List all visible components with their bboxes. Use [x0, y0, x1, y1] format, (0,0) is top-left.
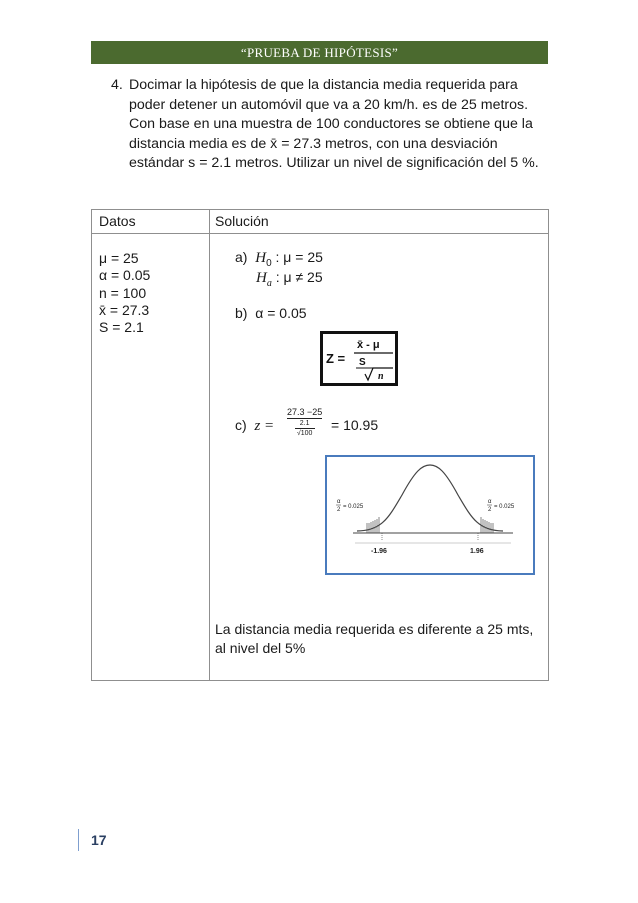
z-result: = 10.95	[331, 417, 379, 433]
page-header-bar	[91, 41, 548, 64]
datos-item: α = 0.05	[99, 267, 151, 284]
datos-list	[99, 250, 150, 336]
z-numerator: 27.3 −25	[287, 407, 323, 417]
ha-subscript: a	[266, 277, 272, 289]
datos-item: x̄ = 27.3	[99, 301, 150, 318]
z-den-numerator: 2.1	[299, 420, 310, 427]
alpha-value: α = 0.05	[255, 305, 307, 321]
solucion-header: Solución	[215, 213, 269, 229]
h0-subscript: 0	[266, 257, 272, 269]
problem-line: estándar s = 2.1 metros. Utilizar un nivel de significación del 5 %.	[129, 155, 539, 171]
left-tail-alpha: α	[337, 499, 341, 505]
formula-z: Z =	[326, 351, 346, 366]
item-label-c: c)	[235, 417, 247, 433]
alpha-line	[235, 305, 307, 321]
problem-line: Con base en una muestra de 100 conductores se obtiene que la	[129, 116, 533, 132]
right-tail-alpha: α	[488, 499, 492, 505]
z-formula-image	[320, 331, 398, 386]
z-variable: z =	[254, 418, 275, 434]
hypothesis-h0	[235, 249, 323, 269]
table-column-divider	[209, 210, 210, 680]
datos-item: S = 2.1	[99, 319, 144, 336]
right-tail-two: 2	[488, 507, 492, 513]
datos-item: n = 100	[99, 284, 147, 301]
page-number: 17	[91, 832, 107, 848]
ha-symbol: H	[256, 270, 267, 286]
right-critical-value: 1.96	[470, 548, 484, 555]
problem-number: 4.	[111, 77, 123, 93]
conclusion-text: La distancia media requerida es diferente a 25 mts, al nivel del 5%	[215, 621, 534, 656]
problem-line: poder detener un automóvil que va a 20 km/h. es de 25 metros.	[129, 96, 529, 113]
problem-statement	[111, 76, 556, 174]
h0-symbol: H	[255, 250, 267, 266]
page-number-bar	[78, 829, 79, 851]
left-tail-two: 2	[337, 507, 341, 513]
formula-den-s: S	[359, 357, 366, 368]
table-header-divider	[92, 233, 548, 234]
left-tail-value: = 0.025	[343, 504, 364, 510]
z-den-denominator: √100	[296, 430, 313, 437]
normal-curve-figure	[325, 455, 535, 575]
formula-numerator: x̄ - μ	[357, 339, 380, 351]
problem-line: Docimar la hipótesis de que la distancia media requerida para	[129, 77, 518, 93]
datos-header: Datos	[99, 213, 136, 229]
page-header-title: “PRUEBA DE HIPÓTESIS”	[240, 45, 399, 60]
left-critical-value: -1.96	[371, 548, 387, 555]
item-label-b: b)	[235, 305, 248, 321]
z-fraction	[287, 407, 322, 438]
ha-statement: : μ ≠ 25	[271, 269, 323, 285]
datos-item: μ = 25	[99, 250, 139, 266]
solution-table	[91, 209, 549, 681]
right-tail-value: = 0.025	[494, 504, 515, 510]
z-computation-label	[235, 417, 274, 435]
formula-den-n: n	[378, 371, 384, 382]
h0-statement: : μ = 25	[271, 249, 323, 265]
item-label-a: a)	[235, 249, 248, 265]
problem-line: distancia media es de x̄ = 27.3 metros, con una desviación	[129, 135, 498, 152]
hypothesis-ha	[256, 269, 323, 289]
